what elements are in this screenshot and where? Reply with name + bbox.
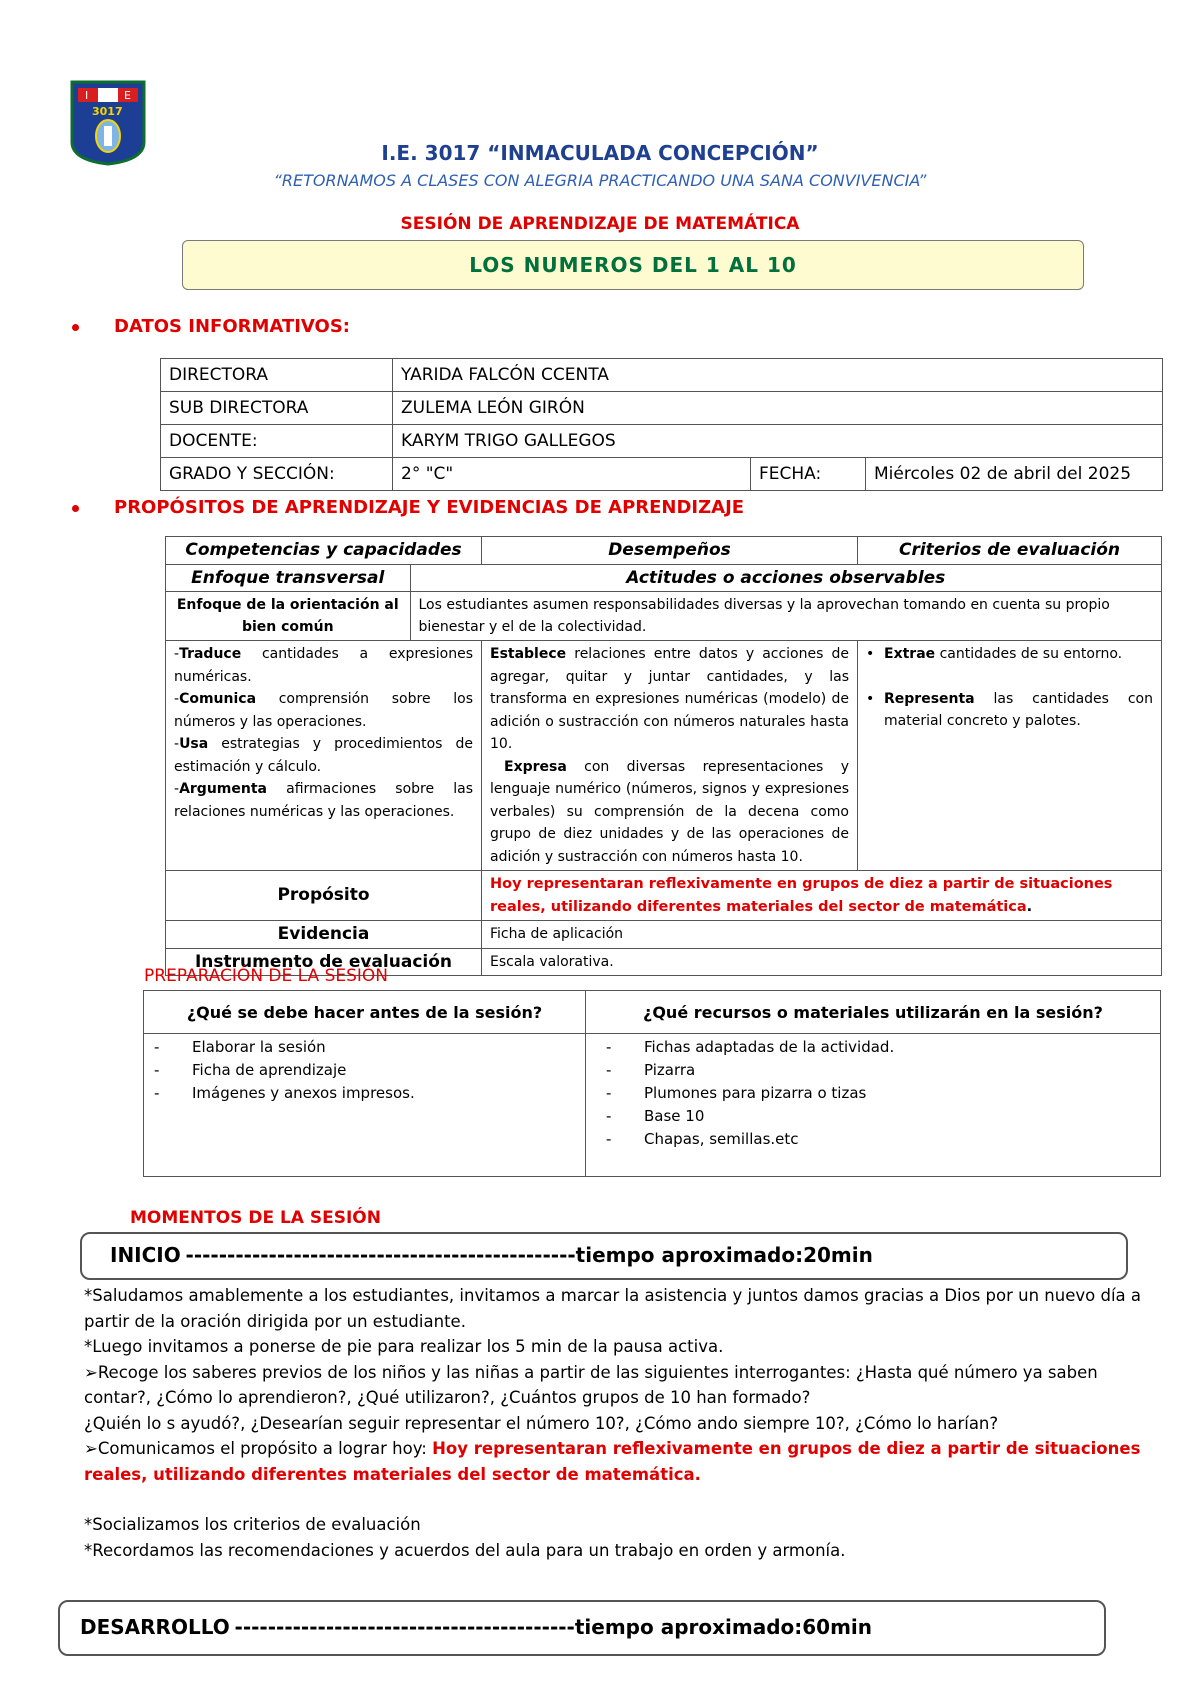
criterio-item: • Extrae cantidades de su entorno. <box>866 646 1123 662</box>
evidencia-label: Evidencia <box>166 921 482 949</box>
table-row <box>166 871 1162 921</box>
list-item: - Pizarra <box>596 1059 1160 1082</box>
inicio-dashes: ----------------------------------------------- <box>185 1243 576 1267</box>
inicio-content <box>84 1283 1144 1563</box>
table-row <box>166 564 1162 641</box>
label-cell: FECHA: <box>751 458 866 491</box>
table-row <box>166 921 1162 949</box>
list-item: - Base 10 <box>596 1105 1160 1128</box>
inicio-box <box>80 1232 1128 1280</box>
inicio-time: tiempo aproximado:20min <box>575 1243 873 1267</box>
recursos-cell <box>586 1034 1161 1177</box>
school-motto: “RETORNAMOS A CLASES CON ALEGRIA PRACTICANDO UNA SANA CONVIVENCIA” <box>273 171 927 190</box>
capacidades-cell <box>166 641 482 871</box>
paragraph: *Recordamos las recomendaciones y acuerdos del aula para un trabajo en orden y armonía. <box>84 1540 846 1560</box>
list-item: - Chapas, semillas.etc <box>596 1128 1160 1151</box>
label-cell: DIRECTORA <box>161 359 393 392</box>
table-row <box>144 1034 1161 1177</box>
datos-table <box>160 358 1163 491</box>
table-row <box>161 359 1163 392</box>
criterios-cell <box>858 641 1162 871</box>
column-header: Competencias y capacidades <box>166 537 482 565</box>
preparacion-heading: PREPARACIÓN DE LA SESIÓN <box>144 966 389 986</box>
desarrollo-box <box>58 1600 1106 1656</box>
capacidad-item: -Traduce cantidades a expresiones numéricas. <box>174 646 473 685</box>
label-cell: SUB DIRECTORA <box>161 392 393 425</box>
svg-text:3017: 3017 <box>92 105 123 118</box>
actitud-text: Los estudiantes asumen responsabilidades diversas y la aprovechan tomando en cuenta su propio bienestar y el de la colectividad. <box>410 592 1161 641</box>
desempeno-item: Expresa con diversas representaciones y lenguaje numérico (números, signos y expresiones verbales) su comprensión de la decena como grupo de diez unidades y de las operaciones de adición y sustracción con números hasta 10. <box>490 758 849 865</box>
value-cell: YARIDA FALCÓN CCENTA <box>393 359 1163 392</box>
table-row <box>161 425 1163 458</box>
datos-heading: DATOS INFORMATIVOS: <box>114 316 351 337</box>
enfoque-header: Enfoque transversal <box>166 565 410 592</box>
column-header: ¿Qué recursos o materiales utilizarán en la sesión? <box>586 991 1161 1034</box>
list-item: - Ficha de aprendizaje <box>144 1059 585 1082</box>
paragraph: *Socializamos los criterios de evaluación <box>84 1515 421 1534</box>
desarrollo-label: DESARROLLO <box>80 1615 230 1639</box>
actitudes-header: Actitudes o acciones observables <box>410 565 1161 592</box>
propositos-table <box>165 536 1162 976</box>
enfoque-table <box>166 565 1161 641</box>
list-item: - Plumones para pizarra o tizas <box>596 1082 1160 1105</box>
paragraph: ➢Recoge los saberes previos de los niños y las niñas a partir de las siguientes interrogantes: ¿Hasta qué número ya saben contar?, ¿Cómo lo aprendieron?, ¿Qué utilizaron?, ¿Cuántos grupos de 10 han formado? <box>84 1362 1098 1407</box>
value-cell: Miércoles 02 de abril del 2025 <box>866 458 1163 491</box>
session-title-box <box>182 240 1084 290</box>
list-item: - Fichas adaptadas de la actividad. <box>596 1036 1160 1059</box>
table-row <box>161 458 1163 491</box>
capacidad-item: -Usa estrategias y procedimientos de estimación y cálculo. <box>174 736 473 775</box>
capacidad-item: -Comunica comprensión sobre los números y las operaciones. <box>174 691 473 730</box>
desarrollo-time: tiempo aproximado:60min <box>574 1615 873 1639</box>
paragraph: *Saludamos amablemente a los estudiantes, invitamos a marcar la asistencia y juntos damos gracias a Dios por un nuevo día a partir de la oración dirigida por un estudiante. <box>84 1286 1141 1331</box>
table-row <box>144 991 1161 1034</box>
paragraph: ➢Comunicamos el propósito a lograr hoy: Hoy representaran reflexivamente en grupos de diez a partir de situaciones reales, utilizando diferentes materiales del sector de matemática. <box>84 1439 1141 1484</box>
capacidad-item: -Argumenta afirmaciones sobre las relaciones numéricas y las operaciones. <box>174 781 473 820</box>
desempenos-cell <box>482 641 858 871</box>
table-row <box>161 392 1163 425</box>
proposito-label: Propósito <box>166 871 482 921</box>
instrumento-label: Instrumento de evaluación <box>166 948 482 976</box>
paragraph: ¿Quién lo s ayudó?, ¿Desearían seguir representar el número 10?, ¿Cómo ando siempre 10?, ¿Cómo lo harían? <box>84 1413 999 1433</box>
table-row <box>166 537 1162 565</box>
bullet-icon <box>72 505 79 512</box>
desarrollo-dashes: ----------------------------------------- <box>234 1615 575 1639</box>
bullet-icon <box>72 324 79 331</box>
enfoque-cell <box>166 564 1162 641</box>
preparacion-table <box>143 990 1161 1177</box>
criterio-item: • Representa las cantidades con material concreto y palotes. <box>866 690 1153 729</box>
propositos-heading: PROPÓSITOS DE APRENDIZAJE Y EVIDENCIAS DE APRENDIZAJE <box>114 497 745 518</box>
label-cell: GRADO Y SECCIÓN: <box>161 458 393 491</box>
instrumento-text: Escala valorativa. <box>482 948 1162 976</box>
column-header: Criterios de evaluación <box>858 537 1162 565</box>
session-type: SESIÓN DE APRENDIZAJE DE MATEMÁTICA <box>400 214 800 234</box>
enfoque-name: Enfoque de la orientación al bien común <box>166 592 410 641</box>
school-name: I.E. 3017 “INMACULADA CONCEPCIÓN” <box>381 141 819 165</box>
evidencia-text: Ficha de aplicación <box>482 921 1162 949</box>
value-cell: KARYM TRIGO GALLEGOS <box>393 425 1163 458</box>
proposito-text: Hoy representaran reflexivamente en grupos de diez a partir de situaciones reales, utilizando diferentes materiales del sector de matemática. <box>482 871 1162 921</box>
list-item: - Imágenes y anexos impresos. <box>144 1082 585 1105</box>
column-header: Desempeños <box>482 537 858 565</box>
momentos-heading: MOMENTOS DE LA SESIÓN <box>130 1208 381 1228</box>
list-item: - Elaborar la sesión <box>144 1036 585 1059</box>
value-cell: 2° "C" <box>393 458 751 491</box>
desempeno-item: Establece relaciones entre datos y acciones de agregar, quitar y juntar cantidades, y las transforma en expresiones numéricas (modelo) de adición o sustracción con números naturales hasta 10. <box>490 646 849 752</box>
paragraph: *Luego invitamos a ponerse de pie para realizar los 5 min de la pausa activa. <box>84 1337 724 1356</box>
column-header: ¿Qué se debe hacer antes de la sesión? <box>144 991 586 1034</box>
inicio-label: INICIO <box>110 1243 181 1267</box>
value-cell: ZULEMA LEÓN GIRÓN <box>393 392 1163 425</box>
svg-text:I: I <box>85 89 89 102</box>
table-row <box>166 641 1162 871</box>
session-title: LOS NUMEROS DEL 1 AL 10 <box>469 253 797 277</box>
label-cell: DOCENTE: <box>161 425 393 458</box>
antes-cell <box>144 1034 586 1177</box>
svg-text:E: E <box>124 89 131 102</box>
